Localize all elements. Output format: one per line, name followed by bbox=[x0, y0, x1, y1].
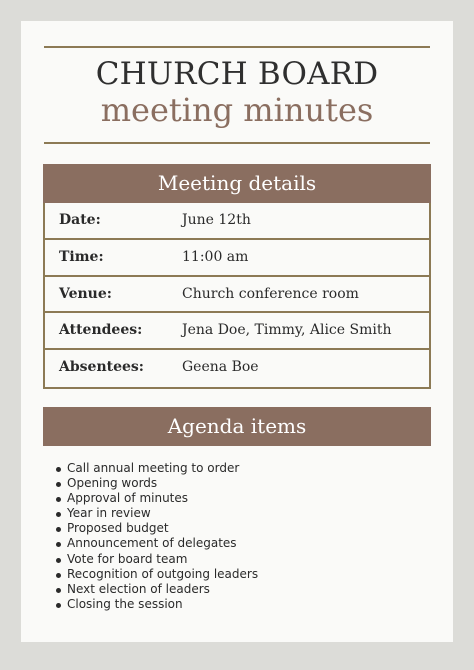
agenda-item: Announcement of delegates bbox=[53, 536, 258, 551]
details-row-attendees bbox=[45, 313, 429, 350]
details-row-time bbox=[45, 240, 429, 277]
agenda-item: Closing the session bbox=[53, 597, 258, 612]
agenda-item: Approval of minutes bbox=[53, 491, 258, 506]
agenda-item: Vote for board team bbox=[53, 552, 258, 567]
document-subtitle: meeting minutes bbox=[100, 91, 374, 129]
meeting-details-heading: Meeting details bbox=[43, 164, 431, 203]
agenda-item: Year in review bbox=[53, 506, 258, 521]
row-value: Geena Boe bbox=[182, 359, 259, 376]
agenda-item: Call annual meeting to order bbox=[53, 461, 258, 476]
document-title: CHURCH BOARD bbox=[95, 56, 379, 92]
row-label: Time: bbox=[59, 248, 104, 265]
meeting-details-table bbox=[43, 203, 431, 389]
row-label: Venue: bbox=[59, 285, 112, 302]
row-label: Absentees: bbox=[59, 359, 144, 376]
agenda-item: Recognition of outgoing leaders bbox=[53, 567, 258, 582]
agenda-items-heading: Agenda items bbox=[43, 407, 431, 446]
details-row-date bbox=[45, 203, 429, 240]
details-row-absentees bbox=[45, 350, 429, 387]
row-value: June 12th bbox=[182, 212, 251, 228]
agenda-item: Next election of leaders bbox=[53, 582, 258, 597]
agenda-list bbox=[53, 461, 258, 612]
row-value: Church conference room bbox=[182, 285, 359, 302]
agenda-item: Proposed budget bbox=[53, 521, 258, 536]
top-divider bbox=[44, 46, 430, 48]
bottom-divider bbox=[44, 142, 430, 144]
row-value: 11:00 am bbox=[182, 248, 249, 265]
details-row-venue bbox=[45, 277, 429, 314]
agenda-item: Opening words bbox=[53, 476, 258, 491]
row-label: Attendees: bbox=[59, 322, 143, 339]
row-label: Date: bbox=[59, 212, 101, 228]
row-value: Jena Doe, Timmy, Alice Smith bbox=[182, 322, 392, 339]
document-page bbox=[21, 21, 453, 642]
